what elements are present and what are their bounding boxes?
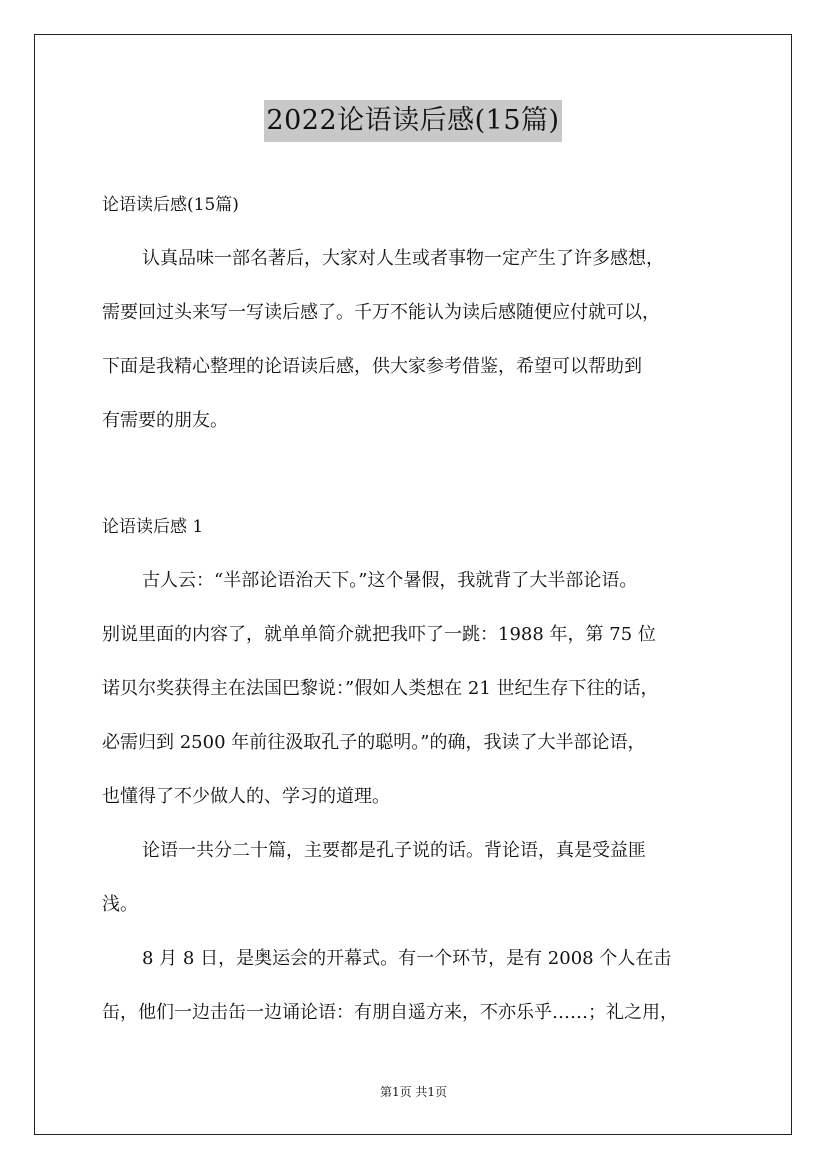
- intro-line-2: 需要回过头来写一写读后感了。千万不能认为读后感随便应付就可以，: [102, 302, 660, 323]
- intro-line-1: 认真品味一部名著后，大家对人生或者事物一定产生了许多感想，: [142, 248, 664, 269]
- section-heading: 论语读后感 1: [102, 517, 204, 537]
- para3-line-2: 缶，他们一边击缶一边诵论语：有朋自遥方来，不亦乐乎……；礼之用，: [102, 1002, 678, 1023]
- document-title: 2022论语读后感(15篇): [264, 100, 561, 142]
- para1-line-4: 必需归到 2500 年前往汲取孔子的聪明。”的确，我读了大半部论语，: [102, 732, 646, 753]
- para2-line-2: 浅。: [102, 894, 138, 915]
- section-gap: [102, 448, 724, 500]
- para2-line-1: 论语一共分二十篇，主要都是孔子说的话。背论语，真是受益匪: [142, 840, 646, 861]
- intro-line-4: 有需要的朋友。: [102, 410, 228, 431]
- para1-line-2: 别说里面的内容了，就单单简介就把我吓了一跳：1988 年，第 75 位: [102, 624, 656, 645]
- document-body: [102, 100, 724, 1040]
- page-footer: 第1页 共1页: [379, 1085, 448, 1099]
- para3-line-1: 8 月 8 日，是奥运会的开幕式。有一个环节，是有 2008 个人在击: [142, 948, 672, 969]
- para1-line-1: 古人云：“半部论语治天下。”这个暑假，我就背了大半部论语。: [142, 570, 638, 591]
- document-subtitle: 论语读后感(15篇): [102, 195, 239, 215]
- para1-line-3: 诺贝尔奖获得主在法国巴黎说：”假如人类想在 21 世纪生存下往的话，: [102, 678, 659, 699]
- intro-line-3: 下面是我精心整理的论语读后感，供大家参考借鉴，希望可以帮助到: [102, 356, 642, 377]
- title-container: [102, 100, 724, 142]
- para1-line-5: 也懂得了不少做人的、学习的道理。: [102, 786, 390, 807]
